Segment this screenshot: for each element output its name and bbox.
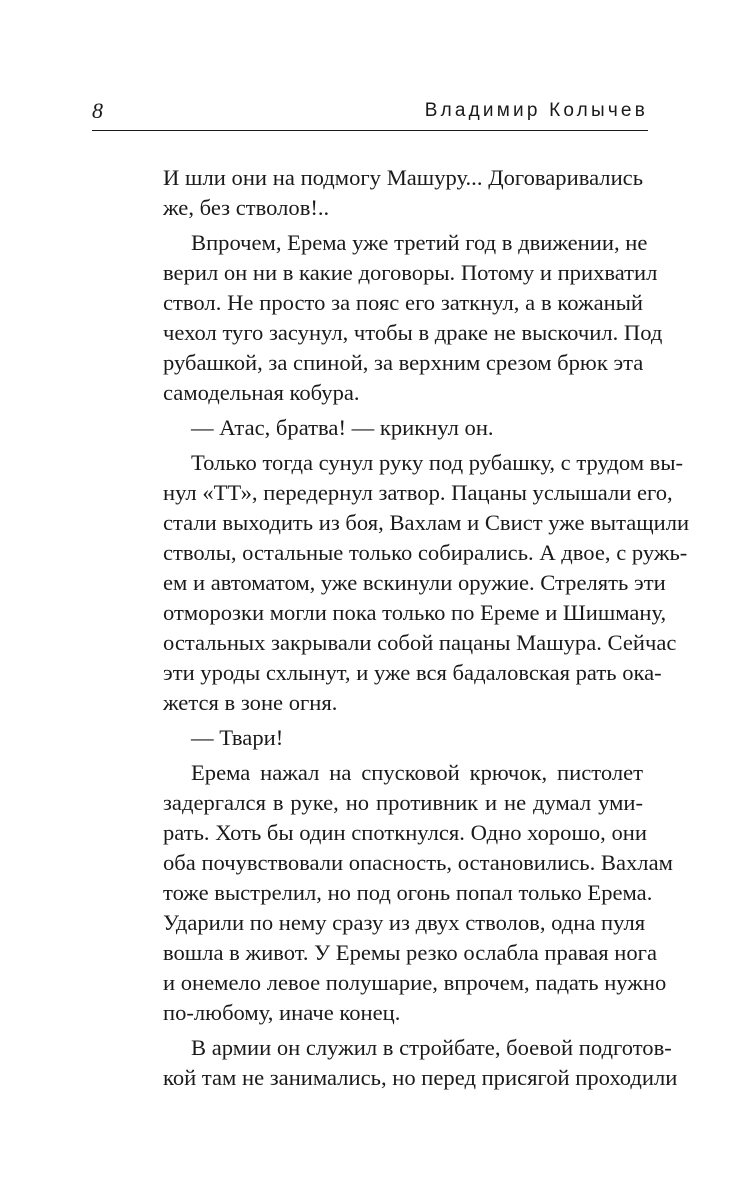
paragraph — [163, 448, 690, 718]
text-line: вошла в живот. У Еремы резко ослабла правая нога — [163, 940, 657, 965]
page-number: 8 — [92, 98, 103, 123]
text-line: верил он ни в какие договоры. Потому и прихватил — [163, 260, 658, 285]
text-line: Ударили по нему сразу из двух стволов, одна пуля — [163, 910, 646, 935]
text-line: эти уроды схлынут, и уже вся бадаловская рать ока- — [163, 660, 662, 685]
text-line: стволы, остальные только собирались. А двое, с ружь- — [163, 540, 688, 565]
paragraph — [163, 758, 673, 1028]
text-line: — Твари! — [191, 725, 284, 750]
text-line: Ерема нажал на спусковой крючок, пистолет — [191, 760, 643, 785]
body-text — [163, 163, 690, 1093]
text-line: рубашкой, за спиной, за верхним срезом брюк эта — [163, 350, 644, 375]
text-line: Впрочем, Ерема уже третий год в движении, не — [191, 230, 648, 255]
text-line: чехол туго засунул, чтобы в драке не выскочил. Под — [163, 320, 663, 345]
text-line: тоже выстрелил, но под огонь попал только Ерема. — [163, 880, 653, 905]
text-line: и онемело левое полушарие, впрочем, падать нужно — [163, 970, 667, 995]
text-line: Только тогда сунул руку под рубашку, с трудом вы- — [191, 450, 684, 475]
text-line: кой там не занимались, но перед присягой проходили — [163, 1065, 678, 1090]
paragraph — [163, 163, 643, 223]
text-line: отморозки могли пока только по Ереме и Шишману, — [163, 600, 667, 625]
paragraph — [163, 723, 643, 753]
text-line: жется в зоне огня. — [163, 690, 338, 715]
text-line: нул «ТТ», передернул затвор. Пацаны услышали его, — [163, 480, 673, 505]
text-line: остальных закрывали собой пацаны Машура. Сейчас — [163, 630, 677, 655]
paragraph — [163, 228, 663, 408]
paragraph — [163, 1033, 678, 1093]
text-line: В армии он служил в стройбате, боевой подготов- — [191, 1035, 672, 1060]
running-head-author: Владимир Колычев — [424, 100, 648, 121]
text-line: же, без стволов!.. — [163, 195, 330, 220]
text-line: ем и автоматом, уже вскинули оружие. Стрелять эти — [163, 570, 666, 595]
text-line: И шли они на подмогу Машуру... Договаривались — [163, 165, 643, 190]
text-line: — Атас, братва! — крикнул он. — [191, 415, 494, 440]
text-line: по-любому, иначе конец. — [163, 1000, 401, 1025]
text-line: задергался в руке, но противник и не думал уми- — [163, 790, 643, 815]
text-line: ствол. Не просто за пояс его заткнул, а в кожаный — [163, 290, 643, 315]
text-line: стали выходить из боя, Вахлам и Свист уже вытащили — [163, 510, 690, 535]
paragraph — [163, 413, 643, 443]
text-line: рать. Хоть бы один споткнулся. Одно хорошо, они — [163, 820, 647, 845]
page-header — [92, 96, 648, 131]
text-line: оба почувствовали опасность, остановились. Вахлам — [163, 850, 673, 875]
text-line: самодельная кобура. — [163, 380, 360, 405]
